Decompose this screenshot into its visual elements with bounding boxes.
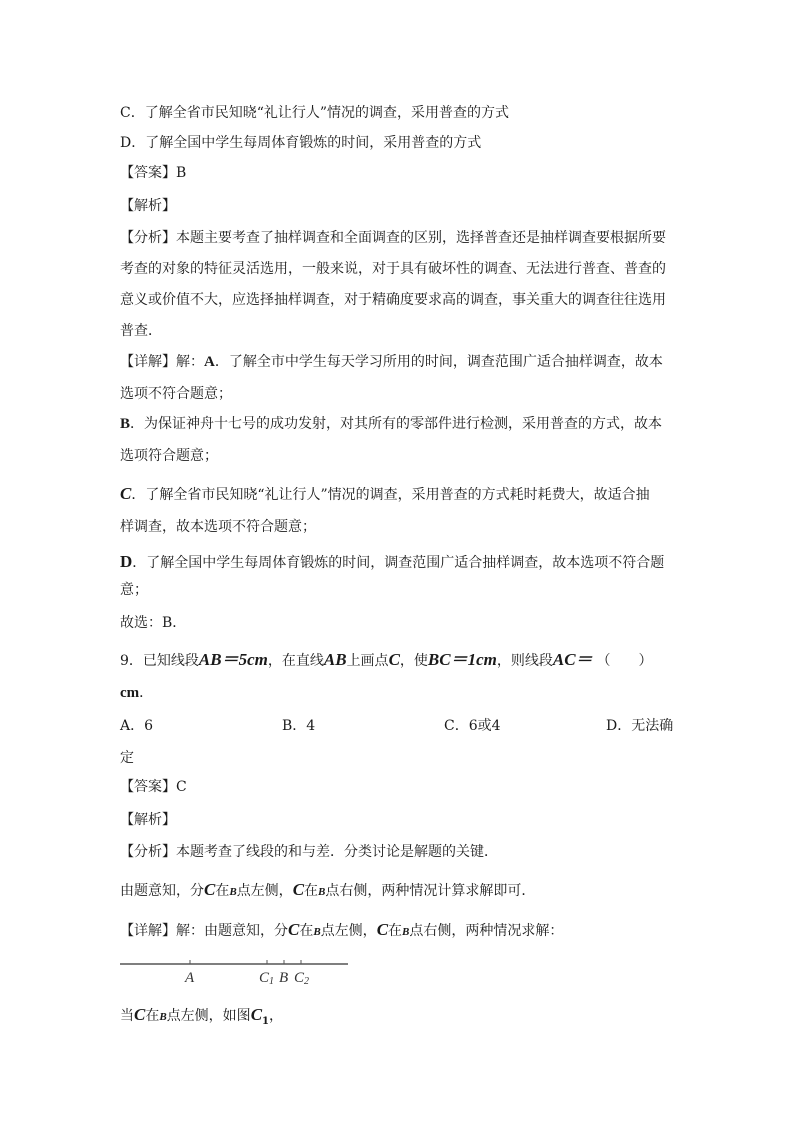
q9-answer-label: 【答案】 bbox=[120, 779, 176, 795]
q9-b-sym-3: B bbox=[313, 926, 321, 938]
q9-option-c: C．6或4 bbox=[444, 718, 501, 734]
q9-c1-sub: 1 bbox=[262, 1015, 269, 1027]
q9-ab-eq: AB＝5cm bbox=[198, 650, 268, 669]
xiangjie-prefix: 【详解】解： bbox=[120, 354, 204, 370]
answer-label: 【答案】 bbox=[120, 165, 176, 181]
q9-analysis-label: 【解析】 bbox=[120, 812, 176, 828]
q9-text-3: 上画点 bbox=[346, 653, 389, 669]
q9-zai-3: 在 bbox=[299, 923, 314, 939]
q9-left-2: 点左侧， bbox=[320, 923, 377, 939]
q9-zai-4: 在 bbox=[388, 923, 403, 939]
segment-diagram bbox=[118, 956, 350, 986]
q9-option-b: B．4 bbox=[282, 718, 316, 734]
label-c2-main: C bbox=[294, 970, 305, 986]
q9-unit: cm bbox=[120, 685, 140, 701]
q9-b-sym-5: B bbox=[159, 1011, 167, 1023]
d-line bbox=[120, 552, 664, 573]
d-text: ．了解全国中学生每周体育锻炼的时间，调查范围广适合抽样调查，故本选项不符合题 bbox=[132, 555, 665, 571]
q9-text-2: ，在直线 bbox=[267, 653, 324, 669]
answer-line bbox=[120, 163, 186, 183]
q9-option-a: A．6 bbox=[120, 718, 154, 734]
q9-youtiyi: 由题意知，分 bbox=[120, 883, 204, 899]
q9-c-sym-2: C bbox=[292, 880, 305, 899]
a-text-2: 选项不符合题意； bbox=[120, 386, 232, 402]
q9-b-sym-1: B bbox=[229, 886, 237, 898]
label-c2 bbox=[294, 970, 309, 986]
q9-blank: （ ） bbox=[596, 653, 653, 669]
b-line bbox=[120, 414, 662, 434]
q9-youtiyi-line bbox=[120, 880, 535, 902]
letter-c: C bbox=[120, 484, 132, 503]
q9-c: C bbox=[388, 650, 400, 669]
q9-unit-end: ． bbox=[139, 685, 154, 701]
q9-text-1: 9．已知线段 bbox=[120, 653, 199, 669]
q9-bc-eq: BC＝1cm bbox=[427, 650, 497, 669]
q9-ac-eq: AC＝ bbox=[552, 650, 593, 669]
label-b: B bbox=[279, 970, 289, 986]
q9-c-sym-4: C bbox=[376, 920, 389, 939]
c-line bbox=[120, 484, 650, 505]
q9-zai-2: 在 bbox=[304, 883, 319, 899]
q9-right-2: 点右侧，两种情况求解： bbox=[409, 923, 564, 939]
q9-answer-value: C bbox=[176, 779, 187, 795]
fenxi-line-2: 考查的对象的特征灵活选用，一般来说，对于具有破坏性的调查、无法进行普查、普查的 bbox=[120, 261, 666, 277]
q9-xiangjie-line bbox=[120, 920, 563, 942]
q9-text-5: ，则线段 bbox=[496, 653, 553, 669]
fenxi-line-3: 意义或价值不大，应选择抽样调查，对于精确度要求高的调查，事关重大的调查往往选用 bbox=[120, 292, 666, 308]
label-c1-main: C bbox=[259, 970, 270, 986]
q9-dang-line bbox=[120, 1005, 283, 1032]
q9-unit-line bbox=[120, 683, 153, 703]
q9-answer-line bbox=[120, 777, 187, 797]
q9-c-sym-1: C bbox=[204, 880, 216, 899]
option-c-line: C．了解全省市民知晓“礼让行人”情况的调查，采用普查的方式 bbox=[120, 105, 510, 121]
q9-c-sym-3: C bbox=[288, 920, 300, 939]
q9-zai-1: 在 bbox=[215, 883, 230, 899]
q9-fenxi-line: 【分析】本题考查了线段的和与差．分类讨论是解题的关键． bbox=[120, 844, 498, 860]
fenxi-line-4: 普查． bbox=[120, 323, 162, 339]
option-d-line: D．了解全国中学生每周体育锻炼的时间，采用普查的方式 bbox=[120, 135, 482, 151]
answer-value: B bbox=[176, 165, 187, 181]
q9-c1-sym: C bbox=[250, 1005, 263, 1024]
label-c1 bbox=[259, 970, 274, 986]
b-text: ．为保证神舟十七号的成功发射，对其所有的零部件进行检测，采用普查的方式，故本 bbox=[130, 416, 663, 432]
q9-left-1: 点左侧， bbox=[236, 883, 293, 899]
q9-option-d-cont: 定 bbox=[120, 750, 134, 766]
label-c2-sub: 2 bbox=[304, 976, 310, 986]
q9-left-fig: 点左侧，如图 bbox=[166, 1008, 251, 1024]
c-text-2: 样调查，故本选项不符合题意； bbox=[120, 519, 316, 535]
q9-b-sym-4: B bbox=[402, 926, 410, 938]
question-9-line bbox=[120, 650, 653, 671]
q9-xiangjie: 【详解】解：由题意知，分 bbox=[120, 923, 288, 939]
a-text: ．了解全市中学生每天学习所用的时间，调查范围广适合抽样调查，故本 bbox=[214, 354, 663, 370]
label-a: A bbox=[185, 970, 195, 986]
fenxi-line-1: 【分析】本题主要考查了抽样调查和全面调查的区别，选择普查还是抽样调查要根据所要 bbox=[120, 230, 666, 246]
q9-dang: 当 bbox=[120, 1008, 134, 1024]
d-text-2: 意； bbox=[120, 582, 148, 598]
letter-d: D bbox=[120, 552, 133, 571]
guxuan-line: 故选：B． bbox=[120, 615, 187, 631]
q9-b-sym-2: B bbox=[318, 886, 326, 898]
b-text-2: 选项符合题意； bbox=[120, 448, 218, 464]
analysis-label: 【解析】 bbox=[120, 198, 176, 214]
q9-comma: ， bbox=[269, 1008, 283, 1024]
q9-right-1: 点右侧，两种情况计算求解即可． bbox=[325, 883, 536, 899]
q9-text-4: ，使 bbox=[399, 653, 428, 669]
q9-zai-5: 在 bbox=[145, 1008, 160, 1024]
label-c1-sub: 1 bbox=[269, 976, 275, 986]
q9-ab: AB bbox=[323, 650, 347, 669]
c-text: ．了解全省市民知晓“礼让行人”情况的调查，采用普查的方式耗时耗费大，故适合抽 bbox=[131, 487, 650, 503]
xiangjie-a-line bbox=[120, 352, 663, 372]
q9-option-d: D．无法确 bbox=[606, 718, 674, 734]
letter-a: A bbox=[204, 354, 215, 370]
letter-b: B bbox=[120, 416, 131, 432]
q9-c-sym-5: C bbox=[134, 1005, 146, 1024]
